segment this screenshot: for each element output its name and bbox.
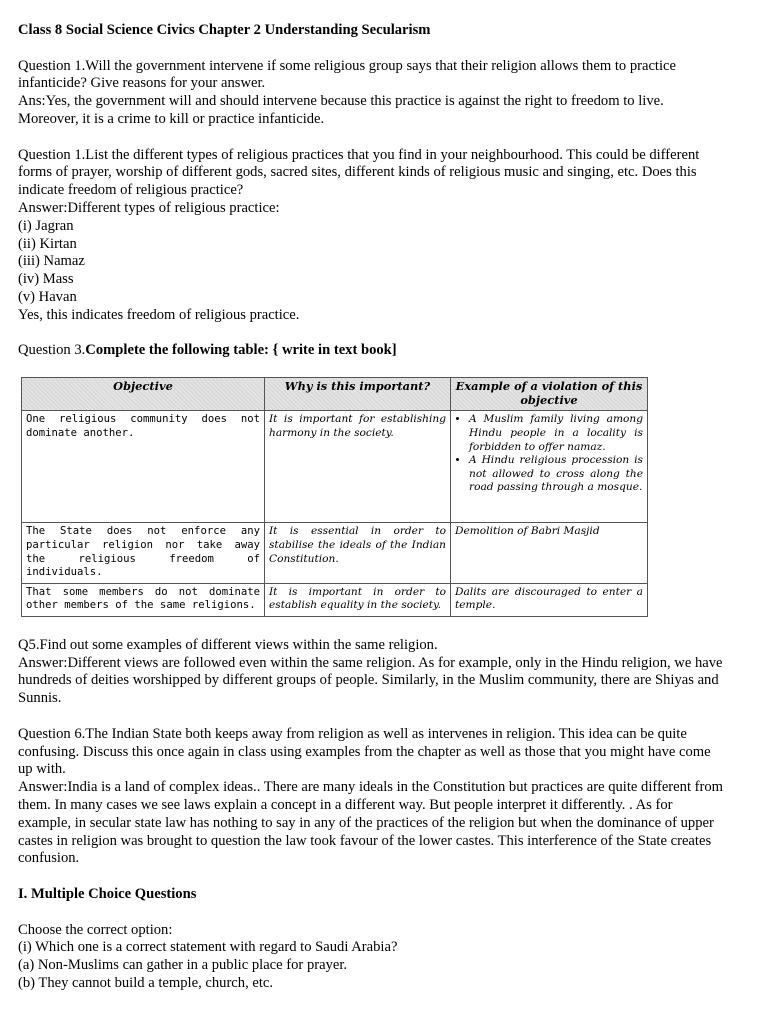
- question-2-block: [18, 147, 753, 325]
- list-item: (v) Havan: [18, 288, 77, 305]
- text-line: (i) Which one is a correct statement with regard to Saudi Arabia?: [18, 939, 398, 956]
- text-line: Yes, this indicates freedom of religious practice.: [18, 306, 300, 323]
- text-line: up with.: [18, 761, 66, 778]
- mcq-heading: I. Multiple Choice Questions: [18, 886, 197, 903]
- list-item: (ii) Kirtan: [18, 235, 77, 252]
- text-line: hundreds of deities worshipped by different groups of people. Similarly, in the Muslim community, there are Shiyas and: [18, 672, 719, 689]
- text-line: forms of prayer, worship of different gods, sacred sites, different kinds of religious music and singing, etc. Does this: [18, 164, 697, 181]
- question-6-block: [18, 726, 753, 868]
- document-page: [18, 22, 753, 993]
- text-line: Choose the correct option:: [18, 921, 173, 938]
- text-line: Ans:Yes, the government will and should intervene because this practice is against the right to freedom to live.: [18, 93, 664, 110]
- list-item: • A Hindu religious procession is not allowed to cross along the road passing through a mosque.: [469, 454, 643, 495]
- table-row: [22, 583, 648, 616]
- text-line: confusing. Discuss this once again in class using examples from the chapter as well as those that you might have come: [18, 743, 711, 760]
- text-line: Question 1.Will the government intervene if some religious group says that their religion allows them to practice: [18, 57, 676, 74]
- text-line: Question 6.The Indian State both keeps away from religion as well as intervenes in religion. This idea can be quite: [18, 725, 687, 742]
- question-3-heading: [18, 342, 753, 360]
- header-objective: Objective: [22, 378, 265, 411]
- text-line: indicate freedom of religious practice?: [18, 182, 244, 199]
- text-line: infanticide? Give reasons for your answer.: [18, 75, 266, 92]
- text-line: Q5.Find out some examples of different views within the same religion.: [18, 636, 438, 653]
- table-cell: One religious community does not dominate another.: [22, 411, 265, 523]
- text-line: confusion.: [18, 850, 80, 867]
- list-item: (iv) Mass: [18, 271, 74, 288]
- text-line: Answer:India is a land of complex ideas.. There are many ideals in the Constitution but practices are quite different from: [18, 779, 724, 796]
- question-1-block: [18, 58, 753, 129]
- header-why-important: Why is this important?: [265, 378, 451, 411]
- text-line: castes in religion was brought to question the law took favour of the lower castes. This interference of the State creates: [18, 832, 712, 849]
- page-title: Class 8 Social Science Civics Chapter 2 Understanding Secularism: [18, 22, 431, 38]
- text-line: Answer:Different views are followed even within the same religion. As for example, only in the Hindu religion, we have: [18, 654, 723, 671]
- table-row: [22, 411, 648, 523]
- table-cell: That some members do not dominate other members of the same religions.: [22, 583, 265, 616]
- text-line: them. In many cases we see laws explain a concept in a different way. But people interpret it differently. . As for: [18, 797, 673, 814]
- text-line: Answer:Different types of religious practice:: [18, 199, 280, 216]
- text-line: Sunnis.: [18, 690, 62, 707]
- mcq-option: (b) They cannot build a temple, church, etc.: [18, 975, 274, 992]
- table-cell: It is important in order to establish equality in the society.: [265, 583, 451, 616]
- header-violation-example: Example of a violation of this objective: [451, 378, 648, 411]
- table-cell: [451, 411, 648, 523]
- question-3-prefix: Question 3.: [18, 342, 86, 359]
- mcq-option: (a) Non-Muslims can gather in a public place for prayer.: [18, 957, 348, 974]
- text-line: Question 1.List the different types of religious practices that you find in your neighbourhood. This could be different: [18, 146, 700, 163]
- table-row: [22, 523, 648, 583]
- scanned-table-image: [21, 377, 647, 617]
- question-3-instruction: Complete the following table: { write in text book]: [85, 342, 397, 359]
- table-cell: Demolition of Babri Masjid: [451, 523, 648, 583]
- question-5-block: [18, 637, 753, 708]
- mcq-block: [18, 922, 753, 993]
- list-item: (i) Jagran: [18, 217, 74, 234]
- violation-list: [455, 413, 643, 495]
- table-header-row: [22, 378, 648, 411]
- list-item: (iii) Namaz: [18, 253, 85, 270]
- table-cell: Dalits are discouraged to enter a temple.: [451, 583, 648, 616]
- objectives-table: [21, 377, 648, 617]
- table-cell: It is important for establishing harmony in the society.: [265, 411, 451, 523]
- text-line: example, in secular state law has nothing to say in any of the practices of the religion but when the dominance of upper: [18, 814, 714, 831]
- list-item: • A Muslim family living among Hindu people in a locality is forbidden to offer namaz.: [469, 413, 643, 454]
- table-cell: The State does not enforce any particular religion nor take away the religious freedom of individuals.: [22, 523, 265, 583]
- text-line: Moreover, it is a crime to kill or practice infanticide.: [18, 110, 325, 127]
- table-cell: It is essential in order to stabilise the ideals of the Indian Constitution.: [265, 523, 451, 583]
